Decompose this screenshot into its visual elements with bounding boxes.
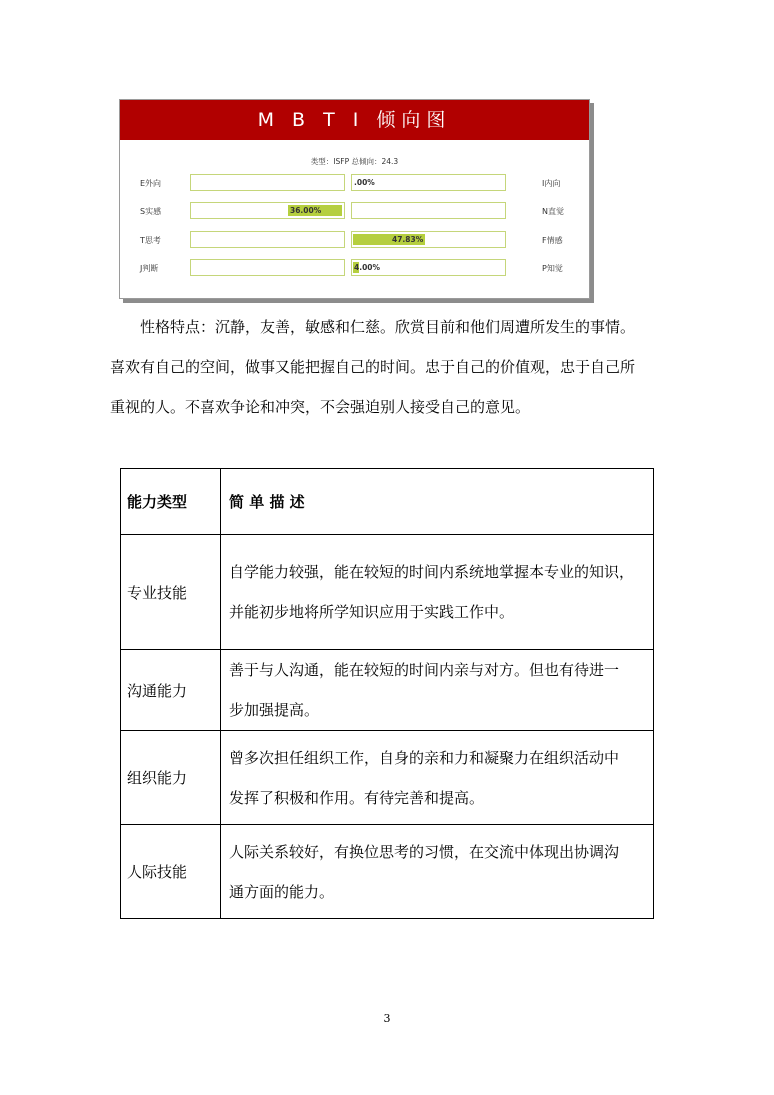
row-desc-line: 曾多次担任组织工作，自身的亲和力和凝聚力在组织活动中: [229, 748, 620, 767]
mbti-left-label: J判断: [140, 264, 159, 273]
row-type: 专业技能: [121, 535, 221, 650]
mbti-left-cell: [190, 259, 345, 276]
page-number: 3: [383, 1012, 391, 1025]
personality-line-2: 喜欢有自己的空间，做事又能把握自己的时间。忠于自己的价值观，忠于自己所: [110, 358, 636, 376]
mbti-right-label: F情感: [542, 236, 563, 245]
mbti-right-label: N直觉: [542, 207, 564, 216]
row-desc: [221, 650, 654, 731]
mbti-right-label: P知觉: [542, 264, 563, 273]
mbti-title: M B T I 倾向图: [120, 100, 589, 140]
mbti-right-cell: [351, 202, 506, 219]
mbti-chart: [119, 99, 590, 299]
table-row: [121, 825, 654, 919]
mbti-left-label: E外向: [140, 179, 162, 188]
abilities-table: [120, 468, 654, 919]
mbti-right-label: I内向: [542, 179, 561, 188]
row-desc-line: 通方面的能力。: [229, 882, 335, 901]
table-row: [121, 731, 654, 825]
mbti-left-cell: [190, 202, 345, 219]
mbti-left-cell: [190, 174, 345, 191]
mbti-value: .00%: [354, 178, 375, 187]
mbti-right-cell: [351, 259, 506, 276]
header-type: 能力类型: [121, 469, 221, 535]
personality-line-3: 重视的人。不喜欢争论和冲突，不会强迫别人接受自己的意见。: [110, 398, 531, 416]
mbti-subtitle: 类型：ISFP 总倾向：24.3: [310, 157, 399, 166]
row-desc: [221, 825, 654, 919]
row-desc: [221, 535, 654, 650]
row-desc-line: 发挥了积极和作用。有待完善和提高。: [229, 788, 485, 807]
row-desc-line: 人际关系较好，有换位思考的习惯，在交流中体现出协调沟: [229, 842, 620, 861]
personality-line-1: 性格特点：沉静，友善，敏感和仁慈。欣赏目前和他们周遭所发生的事情。: [140, 318, 636, 336]
row-type: 人际技能: [121, 825, 221, 919]
table-row: [121, 650, 654, 731]
mbti-value: 4.00%: [354, 263, 381, 272]
mbti-left-label: S实感: [140, 207, 162, 216]
mbti-left-cell: [190, 231, 345, 248]
mbti-right-cell: [351, 231, 506, 248]
header-desc: 简 单 描 述: [221, 469, 654, 535]
row-desc: [221, 731, 654, 825]
row-type: 沟通能力: [121, 650, 221, 731]
mbti-value: 47.83%: [392, 235, 424, 244]
mbti-value: 36.00%: [290, 206, 322, 215]
row-desc-line: 善于与人沟通，能在较短的时间内亲与对方。但也有待进一: [229, 661, 620, 679]
mbti-right-cell: [351, 174, 506, 191]
table-row: [121, 535, 654, 650]
row-desc-line: 步加强提高。: [229, 701, 320, 719]
mbti-left-label: T思考: [140, 236, 161, 245]
table-header-row: [121, 469, 654, 535]
row-type: 组织能力: [121, 731, 221, 825]
row-desc-line: 并能初步地将所学知识应用于实践工作中。: [229, 603, 515, 621]
row-desc-line: 自学能力较强，能在较短的时间内系统地掌握本专业的知识，: [229, 563, 635, 581]
